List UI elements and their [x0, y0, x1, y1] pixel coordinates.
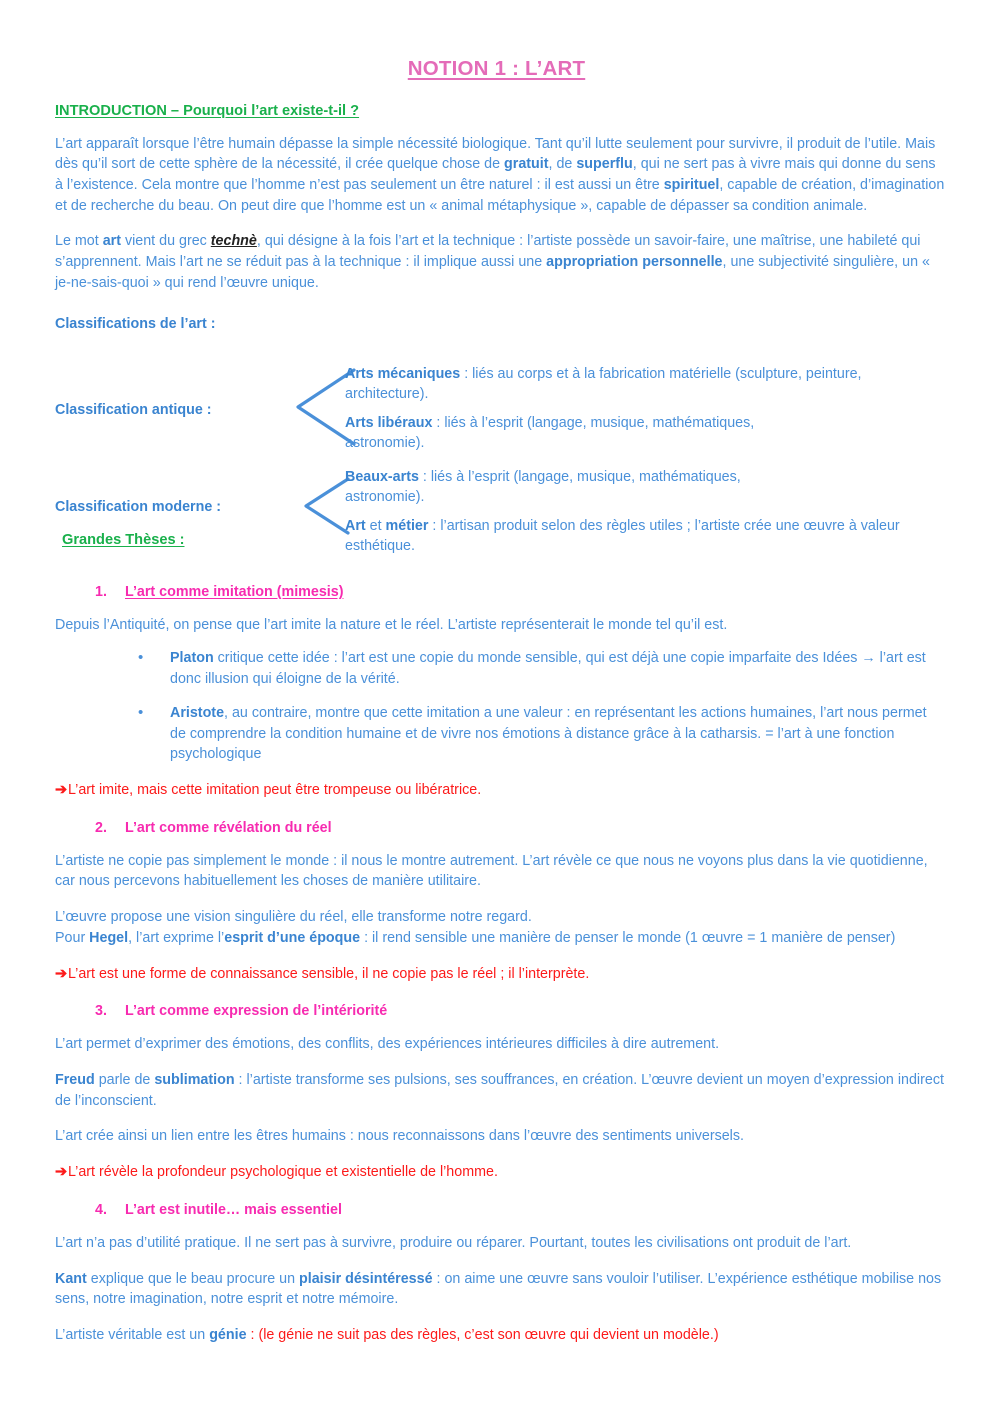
intro-p1-bold-gratuit: gratuit	[504, 156, 549, 173]
item-text: : liés à l’esprit (langage, musique, mathématiques, astronomie).	[345, 414, 755, 451]
classification-item-arts-mecaniques	[345, 364, 905, 405]
thesis-number: 3.	[95, 1003, 107, 1020]
thesis4-p3-red-text: : (le génie ne suit pas des règles, c’est son œuvre qui devient un modèle.)	[246, 1327, 719, 1343]
thesis3-bold-sublimation: sublimation	[154, 1071, 235, 1088]
intro-paragraph-2	[55, 231, 945, 293]
section-heading-introduction: INTRODUCTION – Pourquoi l’art existe-t-il ?	[55, 102, 360, 119]
intro-p1-text-a: L’art apparaît lorsque l’être humain dépasse la simple nécessité biologique. Tant qu’il lutte seulement pour survivre, il produit de l’utile. Mais dès qu’il sort de cette sphère de la nécessité, il crée quelque chose de	[55, 135, 936, 173]
thesis2-p2-text-c: : il rend sensible une manière de penser le monde (1 œuvre = 1 manière de penser)	[360, 929, 896, 946]
intro-p2-bold-art: art	[102, 233, 121, 250]
thesis4-p3-text-a: L’artiste véritable est un	[55, 1327, 210, 1343]
intro-p1-bold-superflu: superflu	[576, 156, 633, 173]
thesis2-paragraph-2	[55, 907, 945, 948]
classification-diagram	[48, 338, 945, 554]
thesis-number: 2.	[95, 819, 107, 836]
thesis-heading-3	[95, 1003, 945, 1019]
intro-p2-bold-appropriation: appropriation personnelle	[546, 254, 723, 271]
conclusion-text: L’art imite, mais cette imitation peut être trompeuse ou libératrice.	[67, 781, 482, 798]
arrow-right-icon: ➔	[55, 1164, 67, 1181]
thesis4-paragraph-2	[55, 1269, 945, 1310]
item-bold-label: Arts mécaniques	[345, 365, 461, 382]
intro-p2-italic-techne: technè	[210, 233, 257, 250]
page-title: NOTION 1 : L’ART	[407, 57, 586, 80]
thesis2-bold-esprit-epoque: esprit d’une époque	[224, 929, 361, 946]
intro-p2-text-d: , une subjectivité singulière, un « je-ne-sais-quoi » qui rend l’œuvre unique.	[55, 254, 930, 291]
intro-p2-text-a: Le mot	[55, 233, 103, 250]
thesis-label: L’art comme expression de l’intériorité	[125, 1003, 388, 1020]
thesis3-bold-freud: Freud	[55, 1071, 95, 1088]
thesis-heading-4	[95, 1202, 945, 1218]
thesis3-p2-text-c: : l’artiste transforme ses pulsions, ses souffrances, en création. L’œuvre devient un moyen d’expression indirect de l’inconscient.	[55, 1071, 944, 1109]
thesis-label: L’art comme imitation (mimesis)	[125, 583, 344, 600]
thesis4-bold-genie: génie	[209, 1327, 247, 1343]
classification-item-beaux-arts	[345, 467, 805, 508]
thesis2-conclusion	[55, 964, 945, 985]
item-text: : liés à l’esprit (langage, musique, mathématiques, astronomie).	[345, 468, 741, 505]
section-heading-grandes-theses: Grandes Thèses :	[62, 532, 185, 548]
conclusion-text: L’art révèle la profondeur psychologique et existentielle de l’homme.	[67, 1164, 498, 1181]
thesis4-paragraph-1: L’art n’a pas d’utilité pratique. Il ne sert pas à survivre, produire ou réparer. Pourtant, toutes les civilisations ont produit de l’art.	[55, 1234, 852, 1251]
item-bold-label-2: métier	[385, 517, 429, 534]
intro-paragraph-1	[55, 134, 945, 217]
thesis4-p2-text-c: : on aime une œuvre sans vouloir l’utiliser. L’expérience esthétique mobilise nos sens, notre imagination, notre esprit et notre mémoire.	[55, 1270, 942, 1308]
classification-moderne-label: Classification moderne :	[55, 498, 222, 515]
thesis-label: L’art est inutile… mais essentiel	[125, 1201, 342, 1218]
arrow-right-icon: ➔	[55, 965, 67, 982]
classification-item-arts-liberaux	[345, 413, 805, 454]
classification-item-art-et-metier	[345, 516, 905, 557]
thesis-label: L’art comme révélation du réel	[125, 819, 332, 836]
thesis2-p2-text-b: , l’art exprime l’	[128, 929, 225, 946]
thesis2-bold-hegel: Hegel	[89, 929, 129, 946]
thesis3-paragraph-3: L’art crée ainsi un lien entre les êtres humains : nous reconnaissons dans l’œuvre des sentiments universels.	[55, 1128, 744, 1145]
intro-p1-bold-spirituel: spirituel	[663, 177, 720, 194]
item-text: : liés au corps et à la fabrication matérielle (sculpture, peinture, architecture).	[345, 365, 862, 402]
bullet-text: critique cette idée : l’art est une copie du monde sensible, qui est déjà une copie imparfaite des Idées → l’art est donc illusion qui éloigne de la vérité.	[170, 650, 926, 688]
intro-p1-text-c: , qui ne sert pas à vivre mais qui donne du sens à l’existence. Cela montre que l’homme n’est pas seulement un être naturel : il est aussi un être	[55, 156, 936, 194]
thesis2-p2-text-a: Pour	[55, 929, 90, 946]
intro-p2-text-c: , qui désigne à la fois l’art et la technique : l’artiste possède un savoir-faire, une maîtrise, une habileté qui s’apprennent. Mais l’art ne se réduit pas à la technique : il implique aussi une	[55, 233, 921, 271]
item-bold-label: Beaux-arts	[345, 468, 419, 485]
item-bold-label: Art	[345, 517, 366, 534]
thesis-number: 4.	[95, 1201, 107, 1218]
thesis3-paragraph-2	[55, 1070, 945, 1111]
conclusion-text: L’art est une forme de connaissance sensible, il ne copie pas le réel ; il l’interprète.	[67, 965, 590, 982]
brace-moderne-icon	[296, 475, 352, 537]
thesis1-conclusion	[55, 780, 945, 801]
thesis4-bold-plaisir: plaisir désintéressé	[299, 1270, 433, 1287]
thesis3-p2-text-a: parle de	[94, 1071, 155, 1088]
arrow-right-icon: ➔	[55, 781, 67, 798]
intro-p1-text-b: , de	[548, 156, 577, 173]
thesis2-p2-line1: L’œuvre propose une vision singulière du réel, elle transforme notre regard.	[55, 909, 532, 926]
item-bold-label: Arts libéraux	[345, 414, 433, 431]
thesis1-intro-paragraph: Depuis l’Antiquité, on pense que l’art imite la nature et le réel. L’artiste représenterait le monde tel qu’il est.	[55, 616, 728, 633]
bullet-text: , au contraire, montre que cette imitation a une valeur : en représentant les actions humaines, l’art nous permet de comprendre la condition humaine et de vivre nos émotions à distance grâce à la catharsis. = l’art à une fonction psychologique	[170, 704, 927, 763]
intro-p2-text-b: vient du grec	[120, 233, 211, 250]
bullet-bold-platon: Platon	[170, 650, 214, 667]
item-text: : l’artisan produit selon des règles utiles ; l’artiste crée une œuvre à valeur esthétique.	[345, 517, 900, 554]
list-item	[48, 648, 945, 689]
thesis4-p2-text-a: explique que le beau procure un	[86, 1270, 300, 1287]
list-item	[48, 703, 945, 765]
thesis2-paragraph-1: L’artiste ne copie pas simplement le monde : il nous le montre autrement. L’art révèle ce que nous ne voyons plus dans la vie quotidienne, car nous percevons habituellement les choses de manière utilitaire.	[55, 852, 928, 890]
thesis-heading-2	[95, 820, 945, 836]
thesis-heading-1	[95, 584, 945, 600]
bullet-bold-aristote: Aristote	[170, 704, 225, 721]
thesis3-conclusion	[55, 1162, 945, 1183]
thesis4-bold-kant: Kant	[55, 1270, 87, 1287]
thesis1-bullet-list	[48, 648, 945, 765]
classification-antique-label: Classification antique :	[55, 401, 212, 418]
thesis4-paragraph-3	[55, 1325, 945, 1346]
classifications-heading: Classifications de l’art :	[55, 315, 216, 332]
thesis3-paragraph-1: L’art permet d’exprimer des émotions, des conflits, des expériences intérieures difficiles à dire autrement.	[55, 1036, 720, 1053]
intro-p1-text-d: , capable de création, d’imagination et de recherche du beau. On peut dire que l’homme est un « animal métaphysique », capable de dépasser sa condition animale.	[55, 177, 945, 214]
thesis-number: 1.	[95, 583, 107, 600]
item-text-mid: et	[365, 517, 386, 534]
